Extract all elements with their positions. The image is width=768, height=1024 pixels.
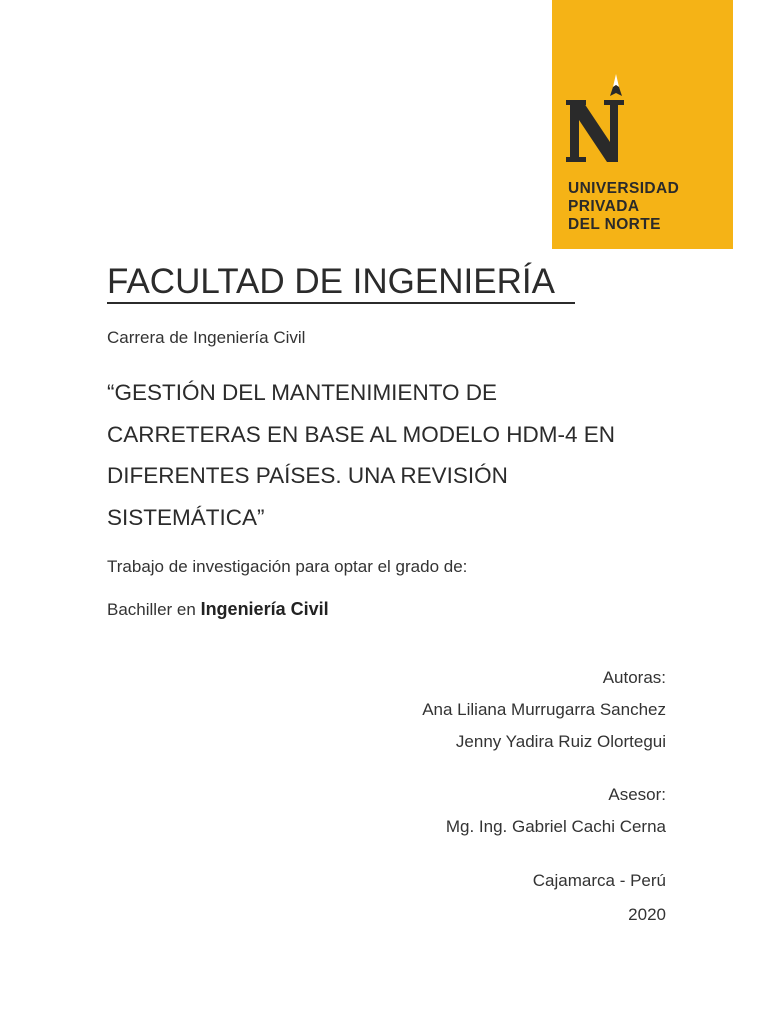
logo-line-2: PRIVADA [568,198,640,215]
university-logo [552,0,733,249]
advisor-label: Asesor: [608,785,666,804]
advisor-name: Mg. Ing. Gabriel Cachi Cerna [445,817,666,836]
faculty-title: FACULTAD DE INGENIERÍA [107,262,555,301]
title-line-3: DIFERENTES PAÍSES. UNA REVISIÓN [107,463,508,488]
authors-label: Autoras: [602,668,666,687]
location: Cajamarca - Perú [532,871,666,890]
title-line-1: “GESTIÓN DEL MANTENIMIENTO DE [107,380,498,405]
degree-line [107,599,329,620]
degree-prefix: Bachiller en [107,600,196,619]
thesis-title [107,372,707,538]
upn-n-logo-icon [566,74,628,166]
logo-line-1: UNIVERSIDAD [568,180,680,197]
logo-line-3: DEL NORTE [568,216,661,233]
faculty-underline [107,302,575,304]
year: 2020 [628,905,666,924]
author-name-1: Ana Liliana Murrugarra Sanchez [422,700,666,719]
purpose-statement: Trabajo de investigación para optar el grado de: [107,557,468,576]
title-line-4: SISTEMÁTICA” [107,504,265,530]
career-name: Carrera de Ingeniería Civil [107,328,306,347]
university-name [568,180,679,234]
author-name-2: Jenny Yadira Ruiz Olortegui [455,732,666,751]
title-line-2: CARRETERAS EN BASE AL MODELO HDM-4 EN [107,421,616,447]
degree-field: Ingeniería Civil [200,599,329,619]
